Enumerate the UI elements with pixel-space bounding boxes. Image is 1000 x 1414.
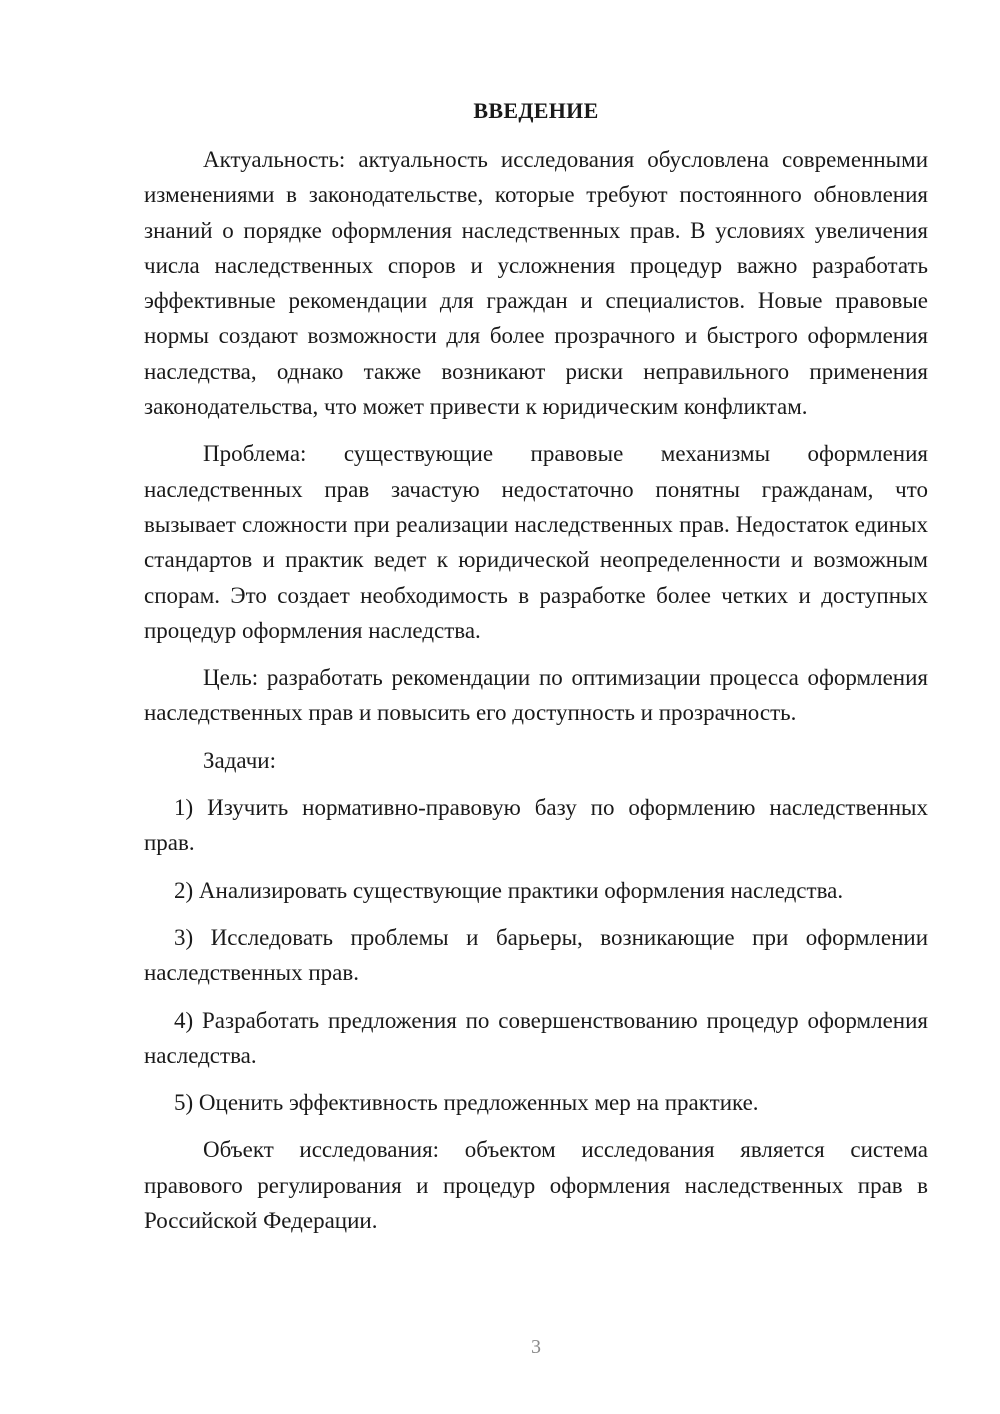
- document-body: [144, 142, 928, 1250]
- task-item-5: 5) Оценить эффективность предложенных мер на практике.: [174, 1090, 759, 1116]
- task-item-2: 2) Анализировать существующие практики оформления наследства.: [174, 877, 844, 903]
- section-heading: ВВЕДЕНИЕ: [473, 98, 599, 123]
- paragraph-problem: Проблема: существующие правовые механизмы оформления наследственных прав зачастую недостаточно понятны гражданам, что вызывает сложности при реализации наследственных прав. Недостаток единых стандартов и практик ведет к юридической неопределенности и возможным спорам. Это создает необходимость в разработке более четких и доступных процедур оформления наследства.: [144, 441, 928, 643]
- paragraph-goal: Цель: разработать рекомендации по оптимизации процесса оформления наследственных прав и повысить его доступность и прозрачность.: [144, 665, 928, 726]
- paragraph-object: Объект исследования: объектом исследования является система правового регулирования и процедур оформления наследственных прав в Российской Федерации.: [144, 1137, 928, 1234]
- paragraph-relevance: Актуальность: актуальность исследования обусловлена современными изменениями в законодательстве, которые требуют постоянного обновления знаний о порядке оформления наследственных прав. В условиях увеличения числа наследственных споров и усложнения процедур важно разработать эффективные рекомендации для граждан и специалистов. Новые правовые нормы создают возможности для более прозрачного и быстрого оформления наследства, однако также возникают риски неправильного применения законодательства, что может привести к юридическим конфликтам.: [144, 147, 928, 420]
- task-item-1: 1) Изучить нормативно-правовую базу по оформлению наследственных прав.: [144, 795, 928, 856]
- document-page: [144, 0, 928, 1414]
- task-item-3: 3) Исследовать проблемы и барьеры, возникающие при оформлении наследственных прав.: [144, 924, 928, 986]
- page-number: 3: [531, 1336, 541, 1358]
- task-item-4: 4) Разработать предложения по совершенствованию процедур оформления наследства.: [144, 1007, 928, 1068]
- tasks-title: Задачи:: [203, 747, 276, 773]
